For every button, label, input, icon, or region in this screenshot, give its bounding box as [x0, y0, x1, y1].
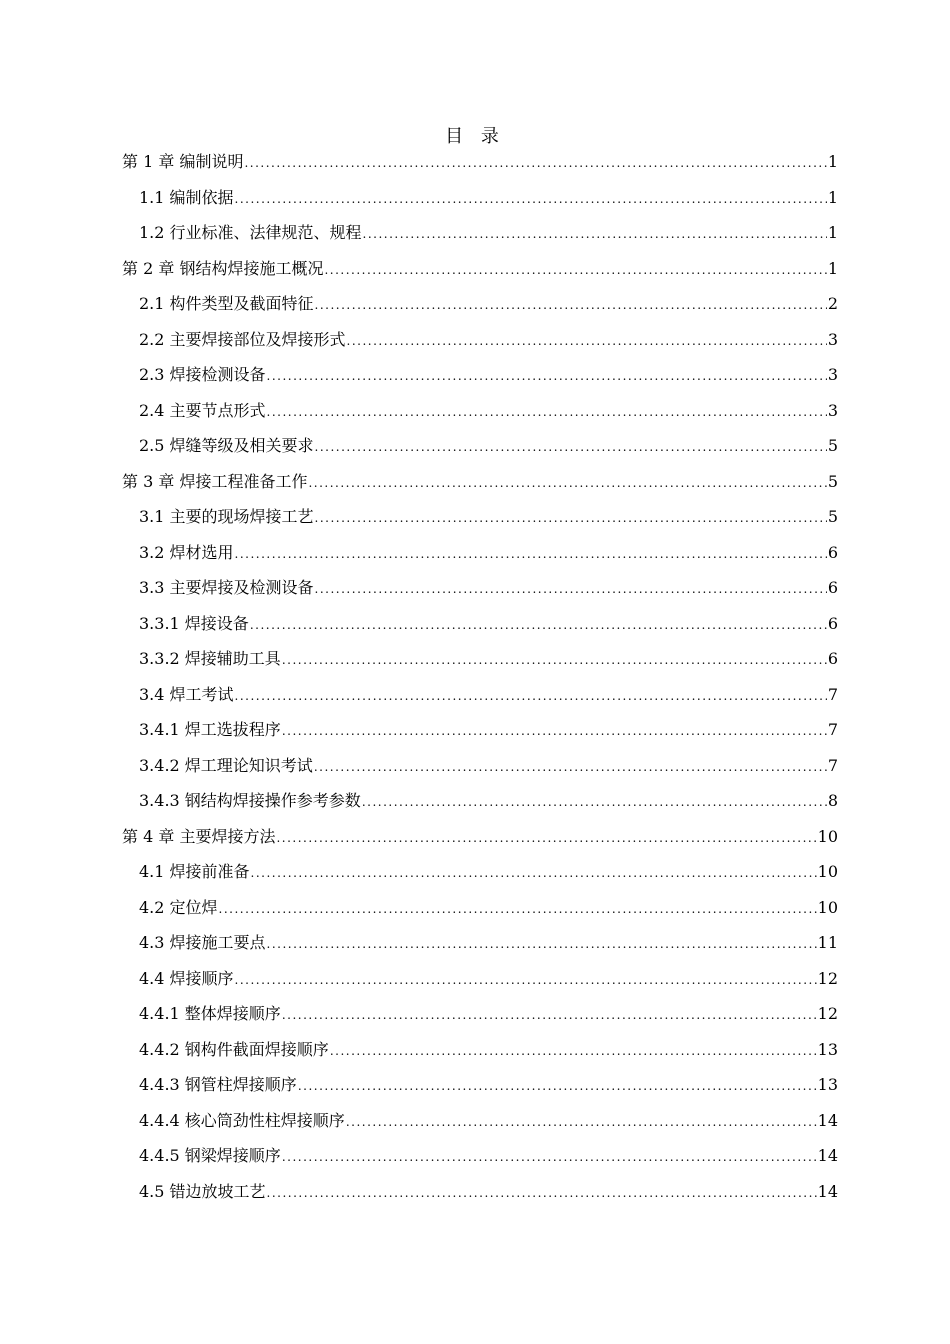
- toc-entry[interactable]: [122, 464, 838, 500]
- toc-entry-page-number: 3: [827, 329, 838, 349]
- toc-entry-label: 2.3 焊接检测设备: [139, 365, 266, 384]
- toc-entry[interactable]: [122, 996, 838, 1032]
- toc-dot-leader: [324, 253, 826, 289]
- toc-dot-leader: [298, 1069, 817, 1105]
- toc-entry-page-number: 11: [817, 933, 838, 952]
- toc-dot-leader: [235, 182, 827, 218]
- toc-dot-leader: [282, 998, 817, 1034]
- toc-entry-label: 4.4.5 钢梁焊接顺序: [139, 1146, 281, 1165]
- toc-entry[interactable]: [122, 677, 838, 713]
- toc-entry-label: 1.2 行业标准、法律规范、规程: [139, 223, 362, 242]
- toc-entry-label: 2.2 主要焊接部位及焊接形式: [139, 329, 346, 349]
- toc-entry-page-number: 14: [817, 1110, 838, 1130]
- toc-entry-page-number: 1: [827, 258, 838, 278]
- toc-entry[interactable]: [122, 1103, 838, 1139]
- toc-dot-leader: [267, 927, 817, 963]
- toc-entry-page-number: 12: [817, 1004, 838, 1023]
- toc-entry-label: 4.4.1 整体焊接顺序: [139, 1004, 281, 1023]
- toc-dot-leader: [267, 1176, 817, 1212]
- toc-entry[interactable]: [122, 535, 838, 571]
- toc-entry-page-number: 13: [817, 1039, 838, 1059]
- toc-entry-page-number: 14: [817, 1146, 838, 1165]
- toc-entry[interactable]: [122, 393, 838, 429]
- toc-entry[interactable]: [122, 322, 838, 358]
- toc-entry-page-number: 6: [827, 542, 838, 562]
- toc-entry[interactable]: [122, 357, 838, 393]
- toc-entry[interactable]: [122, 1174, 838, 1210]
- toc-entry-page-number: 5: [827, 471, 838, 491]
- toc-entry-page-number: 1: [827, 187, 838, 207]
- toc-entry[interactable]: [122, 180, 838, 216]
- toc-dot-leader: [347, 324, 827, 360]
- toc-dot-leader: [235, 963, 817, 999]
- toc-entry-page-number: 10: [817, 826, 838, 846]
- toc-dot-leader: [244, 146, 826, 182]
- toc-dot-leader: [315, 572, 827, 608]
- toc-entry-page-number: 7: [827, 720, 838, 739]
- toc-dot-leader: [282, 714, 827, 750]
- toc-dot-leader: [282, 643, 827, 679]
- toc-entry-label: 3.4.3 钢结构焊接操作参考参数: [139, 791, 361, 810]
- toc-entry[interactable]: [122, 712, 838, 748]
- toc-entry-page-number: 6: [827, 578, 838, 597]
- toc-entry-page-number: 5: [827, 507, 838, 526]
- toc-entry-label: 4.4.4 核心筒劲性柱焊接顺序: [139, 1110, 345, 1130]
- toc-entry-page-number: 12: [817, 968, 838, 988]
- toc-entry-label: 3.2 焊材选用: [139, 542, 234, 562]
- toc-entry-label: 4.3 焊接施工要点: [139, 933, 266, 952]
- toc-entry-label: 1.1 编制依据: [139, 187, 234, 207]
- toc-entry[interactable]: [122, 925, 838, 961]
- toc-dot-leader: [250, 608, 827, 644]
- toc-entry-label: 3.3 主要焊接及检测设备: [139, 578, 314, 597]
- toc-entry[interactable]: [122, 606, 838, 642]
- toc-dot-leader: [315, 430, 827, 466]
- toc-entry-label: 3.3.2 焊接辅助工具: [139, 649, 281, 668]
- toc-entry-page-number: 3: [827, 365, 838, 384]
- toc-entry[interactable]: [122, 890, 838, 926]
- toc-entry-page-number: 7: [827, 755, 838, 775]
- toc-dot-leader: [314, 750, 827, 786]
- toc-entry-label: 4.4.3 钢管柱焊接顺序: [139, 1075, 297, 1094]
- toc-entry-label: 2.1 构件类型及截面特征: [139, 294, 314, 313]
- toc-entry-label: 3.3.1 焊接设备: [139, 613, 249, 633]
- toc-entry-label: 3.4.2 焊工理论知识考试: [139, 755, 313, 775]
- toc-entry-page-number: 8: [827, 791, 838, 810]
- toc-dot-leader: [251, 856, 817, 892]
- toc-dot-leader: [235, 679, 827, 715]
- toc-dot-leader: [267, 395, 827, 431]
- toc-entry-label: 第 1 章 编制说明: [122, 152, 244, 171]
- toc-title: 目 录: [445, 126, 505, 147]
- toc-entry-label: 3.1 主要的现场焊接工艺: [139, 507, 314, 526]
- toc-entry-label: 2.5 焊缝等级及相关要求: [139, 436, 314, 455]
- toc-entry-label: 4.4.2 钢构件截面焊接顺序: [139, 1039, 329, 1059]
- toc-entry-page-number: 10: [817, 862, 838, 881]
- toc-entry-label: 第 3 章 焊接工程准备工作: [122, 471, 308, 491]
- toc-dot-leader: [267, 359, 827, 395]
- toc-entry-label: 3.4.1 焊工选拔程序: [139, 720, 281, 739]
- toc-entry-label: 3.4 焊工考试: [139, 684, 234, 704]
- toc-dot-leader: [276, 821, 816, 857]
- toc-entry-page-number: 10: [817, 897, 838, 917]
- toc-entry-page-number: 6: [827, 613, 838, 633]
- toc-entry[interactable]: [122, 1138, 838, 1174]
- toc-dot-leader: [282, 1140, 817, 1176]
- toc-entry-page-number: 7: [827, 684, 838, 704]
- toc-dot-leader: [315, 501, 827, 537]
- toc-dot-leader: [330, 1034, 817, 1070]
- toc-entry[interactable]: [122, 1032, 838, 1068]
- toc-entry-label: 4.4 焊接顺序: [139, 968, 234, 988]
- toc-entry-page-number: 2: [827, 294, 838, 313]
- toc-entry-page-number: 6: [827, 649, 838, 668]
- toc-entry[interactable]: [122, 144, 838, 180]
- toc-entry[interactable]: [122, 641, 838, 677]
- toc-entry[interactable]: [122, 570, 838, 606]
- toc-entry-label: 4.5 错边放坡工艺: [139, 1181, 266, 1201]
- toc-entry[interactable]: [122, 499, 838, 535]
- toc-entry[interactable]: [122, 428, 838, 464]
- toc-entry[interactable]: [122, 251, 838, 287]
- toc-entry[interactable]: [122, 1067, 838, 1103]
- toc-entry[interactable]: [122, 215, 838, 251]
- toc-dot-leader: [363, 217, 827, 253]
- toc-entry-page-number: 3: [827, 400, 838, 420]
- toc-entry[interactable]: [122, 783, 838, 819]
- toc-dot-leader: [346, 1105, 817, 1141]
- toc-dot-leader: [308, 466, 826, 502]
- toc-dot-leader: [235, 537, 827, 573]
- toc-dot-leader: [362, 785, 827, 821]
- toc-dot-leader: [315, 288, 827, 324]
- toc-entry-page-number: 1: [827, 223, 838, 242]
- toc-entry[interactable]: [122, 854, 838, 890]
- toc-entry-page-number: 1: [827, 152, 838, 171]
- toc-entry-label: 2.4 主要节点形式: [139, 400, 266, 420]
- toc-entry-label: 第 4 章 主要焊接方法: [122, 826, 276, 846]
- toc-entry-page-number: 14: [817, 1181, 838, 1201]
- toc-entry-label: 4.1 焊接前准备: [139, 862, 250, 881]
- toc-entry-page-number: 13: [817, 1075, 838, 1094]
- toc-entry[interactable]: [122, 819, 838, 855]
- toc-dot-leader: [219, 892, 817, 928]
- toc-entry[interactable]: [122, 748, 838, 784]
- toc-entry[interactable]: [122, 286, 838, 322]
- toc-entry-label: 4.2 定位焊: [139, 897, 218, 917]
- toc-entry-page-number: 5: [827, 436, 838, 455]
- toc-entry-label: 第 2 章 钢结构焊接施工概况: [122, 258, 324, 278]
- toc-list: [122, 144, 838, 1209]
- toc-entry[interactable]: [122, 961, 838, 997]
